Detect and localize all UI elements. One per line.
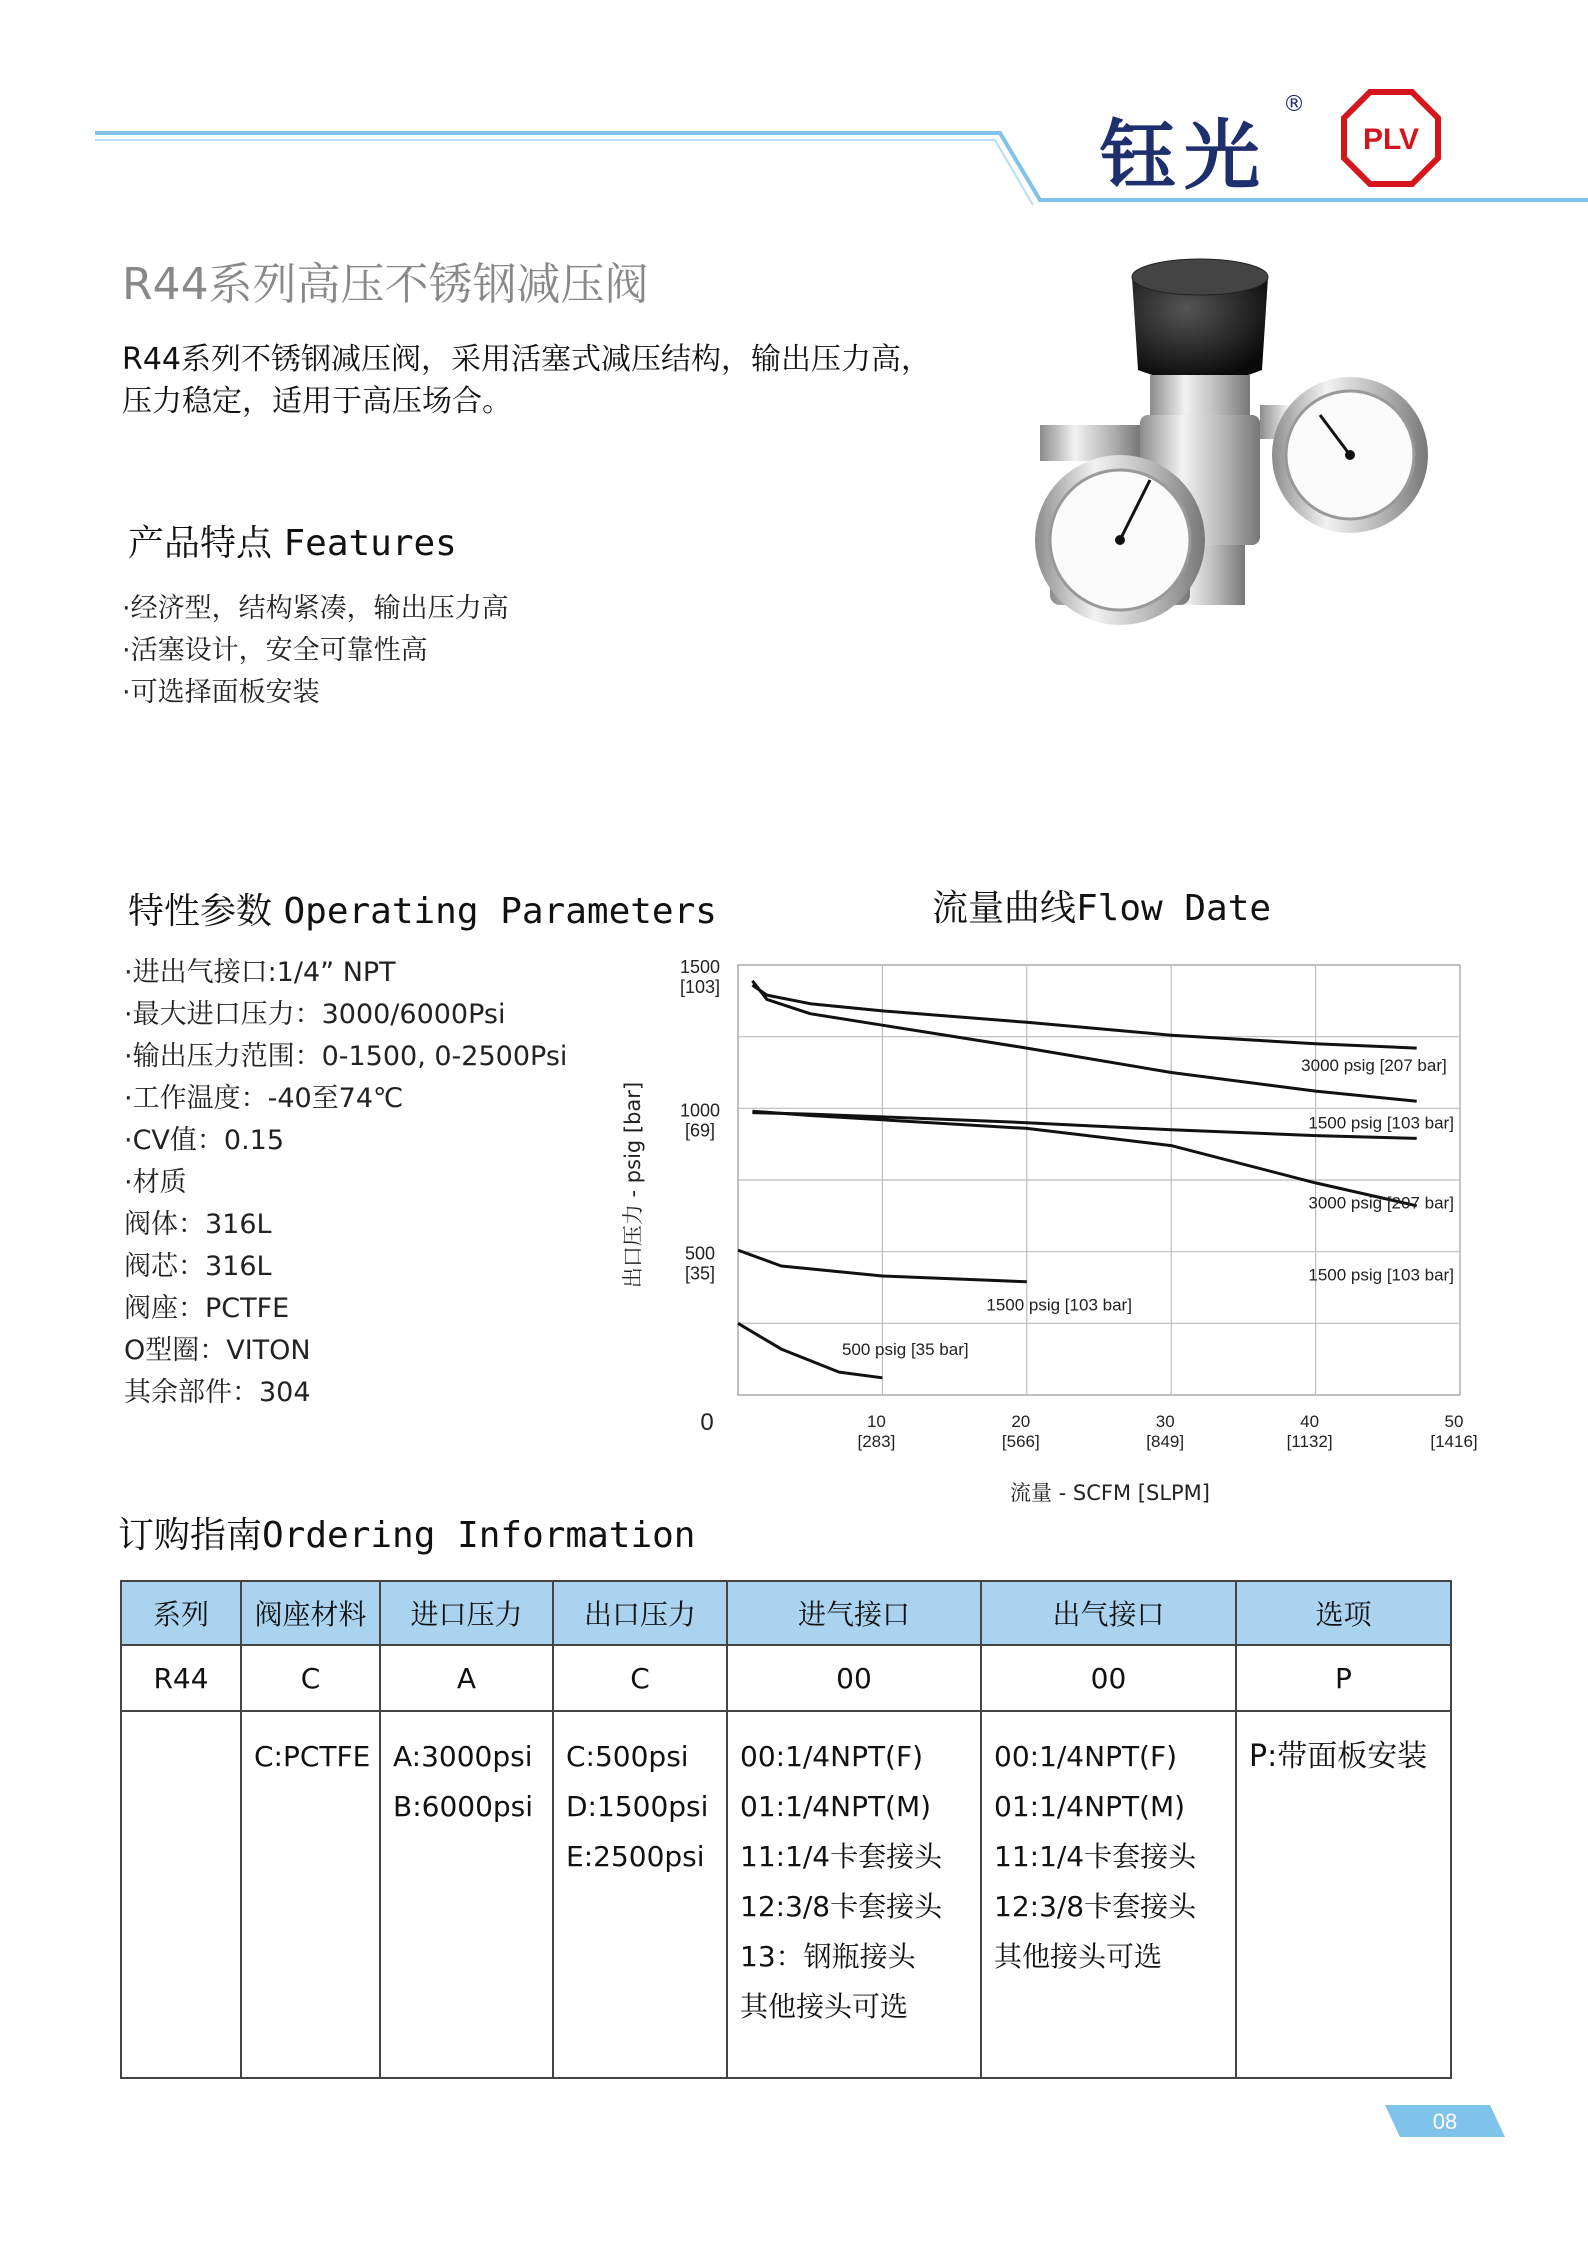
param-item: ·工作温度：-40至74℃ <box>124 1083 404 1114</box>
y-tick-sublabel: [35] <box>684 1263 716 1284</box>
x-axis-label: 流量 - SCFM [SLPM] <box>1010 1481 1210 1505</box>
series-label: 1500 psig [103 bar] <box>1308 1265 1454 1285</box>
options-cell-outlet-port <box>981 1711 1236 2078</box>
intro-line-1: R44系列不锈钢减压阀，采用活塞式减压结构，输出压力高， <box>122 342 932 377</box>
series-label: 3000 psig [207 bar] <box>1308 1193 1454 1213</box>
code-cell: C <box>241 1645 380 1711</box>
features-heading-en: Features <box>283 523 457 564</box>
options-cell-inlet-port <box>727 1711 981 2078</box>
registered-mark: ® <box>1283 92 1305 117</box>
x-tick-sublabel: [283] <box>857 1432 896 1451</box>
y-tick-label: 1500 <box>679 957 721 977</box>
col-header-inlet-pressure: 进口压力 <box>380 1581 553 1645</box>
code-cell: R44 <box>121 1645 241 1711</box>
param-item: ·进出气接口:1/4” NPT <box>124 957 396 988</box>
features-heading <box>128 515 457 566</box>
x-tick-label: 30 <box>1155 1412 1175 1431</box>
feature-item: ·活塞设计，安全可靠性高 <box>122 635 428 666</box>
options-cell-series <box>121 1711 241 2078</box>
option-item: 11:1/4卡套接头 <box>740 1840 943 1873</box>
option-item: 13：钢瓶接头 <box>740 1940 916 1973</box>
param-item: 阀座：PCTFE <box>124 1293 290 1324</box>
option-item: 00:1/4NPT(F) <box>740 1740 924 1773</box>
ordering-header-row <box>121 1581 1451 1645</box>
features-heading-cn: 产品特点 <box>128 523 273 564</box>
x-tick-label: 10 <box>866 1412 886 1431</box>
option-item: 其他接头可选 <box>994 1940 1163 1973</box>
x-tick-label: 40 <box>1300 1412 1320 1431</box>
option-item: 01:1/4NPT(M) <box>994 1790 1186 1823</box>
regulator-product-image <box>1020 255 1480 745</box>
page-title: R44系列高压不锈钢减压阀 <box>122 259 649 310</box>
option-item: 01:1/4NPT(M) <box>740 1790 932 1823</box>
col-header-seat: 阀座材料 <box>241 1581 380 1645</box>
code-cell: 00 <box>727 1645 981 1711</box>
option-item: C:PCTFE <box>254 1740 371 1773</box>
param-item: ·CV值：0.15 <box>124 1125 285 1156</box>
option-item: 12:3/8卡套接头 <box>994 1890 1197 1923</box>
x-tick-sublabel: [849] <box>1146 1432 1185 1451</box>
col-header-outlet-port: 出气接口 <box>981 1581 1236 1645</box>
series-label: 500 psig [35 bar] <box>841 1339 969 1359</box>
y-tick-label: 0 <box>700 1409 714 1436</box>
series-label: 3000 psig [207 bar] <box>1301 1056 1447 1076</box>
options-cell-outlet-pressure <box>553 1711 727 2078</box>
page-number: 08 <box>1432 2109 1458 2134</box>
code-cell: 00 <box>981 1645 1236 1711</box>
brand-logo-text: 钰光 <box>1100 111 1268 200</box>
series-label: 1500 psig [103 bar] <box>1308 1113 1454 1133</box>
x-tick-label: 20 <box>1011 1412 1031 1431</box>
intro-line-2: 压力稳定，适用于高压场合。 <box>122 384 512 419</box>
options-cell-option <box>1236 1711 1451 2078</box>
ordering-options-row <box>121 1711 1451 2078</box>
param-item: ·最大进口压力：3000/6000Psi <box>124 999 506 1030</box>
option-item: 12:3/8卡套接头 <box>740 1890 943 1923</box>
feature-item: ·经济型，结构紧凑，输出压力高 <box>122 593 509 624</box>
x-tick-label: 50 <box>1444 1412 1464 1431</box>
ordering-code-row <box>121 1645 1451 1711</box>
y-axis-label: 出口压力 - psig [bar] <box>621 1081 645 1289</box>
options-cell-inlet-pressure <box>380 1711 553 2078</box>
parameters-heading <box>128 883 717 934</box>
plv-badge-icon <box>1340 88 1442 188</box>
code-cell: P <box>1236 1645 1451 1711</box>
param-item: ·输出压力范围：0-1500, 0-2500Psi <box>124 1041 568 1072</box>
param-item: ·材质 <box>124 1167 187 1198</box>
series-line <box>752 981 1416 1101</box>
parameters-heading-cn: 特性参数 <box>128 891 273 932</box>
col-header-inlet-port: 进气接口 <box>727 1581 981 1645</box>
feature-item: ·可选择面板安装 <box>122 677 320 708</box>
option-item: D:1500psi <box>566 1790 709 1823</box>
y-tick-sublabel: [69] <box>684 1120 716 1141</box>
code-cell: A <box>380 1645 553 1711</box>
option-item: A:3000psi <box>393 1740 533 1773</box>
series-line <box>752 985 1416 1048</box>
y-tick-sublabel: [103] <box>679 977 721 997</box>
col-header-series: 系列 <box>121 1581 241 1645</box>
param-item: 阀体：316L <box>124 1209 272 1240</box>
col-header-outlet-pressure: 出口压力 <box>553 1581 727 1645</box>
y-tick-label: 1000 <box>679 1100 721 1121</box>
options-cell-seat <box>241 1711 380 2078</box>
parameters-heading-en: Operating Parameters <box>283 891 717 932</box>
option-item: E:2500psi <box>566 1840 705 1873</box>
flow-chart <box>610 945 1490 1535</box>
y-tick-label: 500 <box>684 1243 716 1264</box>
option-item: 其他接头可选 <box>740 1990 909 2023</box>
param-item: 阀芯：316L <box>124 1251 272 1282</box>
option-item: B:6000psi <box>393 1790 534 1823</box>
col-header-option: 选项 <box>1236 1581 1451 1645</box>
series-label: 1500 psig [103 bar] <box>986 1295 1132 1315</box>
plv-badge-text: PLV <box>1362 123 1420 156</box>
ordering-table <box>120 1580 1452 2079</box>
x-tick-sublabel: [1132] <box>1286 1432 1333 1451</box>
option-item: P:带面板安装 <box>1249 1739 1428 1774</box>
x-tick-sublabel: [1416] <box>1430 1432 1478 1451</box>
code-cell: C <box>553 1645 727 1711</box>
page-number-badge <box>1385 2105 1505 2137</box>
ordering-heading: 订购指南Ordering Information <box>118 1515 696 1556</box>
param-item: 其余部件：304 <box>124 1377 311 1408</box>
option-item: 11:1/4卡套接头 <box>994 1840 1197 1873</box>
option-item: C:500psi <box>566 1740 689 1773</box>
param-item: O型圈：VITON <box>124 1335 311 1366</box>
option-item: 00:1/4NPT(F) <box>994 1740 1178 1773</box>
chart-title: 流量曲线Flow Date <box>932 888 1272 929</box>
x-tick-sublabel: [566] <box>1001 1432 1040 1451</box>
